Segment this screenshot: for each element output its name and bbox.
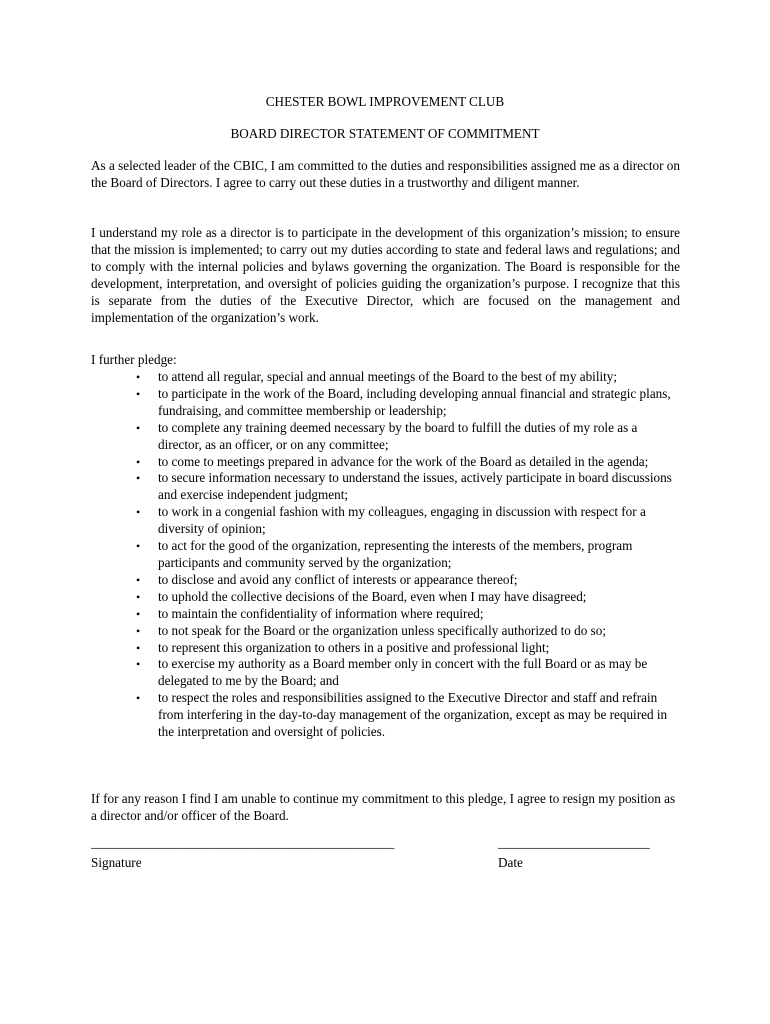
pledge-item (136, 622, 680, 640)
pledge-item (136, 419, 680, 454)
date-label: Date (498, 855, 523, 870)
pledge-text: to disclose and avoid any conflict of interests or appearance thereof; (158, 571, 518, 587)
bullet-icon: • (136, 386, 141, 401)
pledge-item (136, 538, 680, 572)
intro-paragraph: As a selected leader of the CBIC, I am committed to the duties and responsibilities assigned me as a director on the Board of Directors. I agree to carry out these duties in a trustworthy and diligent manner. (91, 158, 680, 190)
closing-paragraph: If for any reason I find I am unable to continue my commitment to this pledge, I agree to resign my position as a director and/or officer of the Board. (91, 791, 676, 823)
pledge-text: to work in a congenial fashion with my colleagues, engaging in discussion with respect for a diversity of opinion; (158, 504, 646, 537)
pledge-text: to complete any training deemed necessary by the board to fulfill the duties of my role as a director, as an officer, or on any committee; (158, 419, 638, 452)
date-line: _______________________ (498, 835, 650, 850)
pledge-intro: I further pledge: (91, 352, 177, 367)
pledge-item (136, 470, 680, 504)
pledge-item (136, 639, 680, 657)
bullet-icon: • (136, 539, 141, 554)
signature-line: ______________________________________________ (91, 835, 395, 850)
pledge-text: to attend all regular, special and annual meetings of the Board to the best of my ability; (158, 369, 618, 384)
pledge-item (136, 571, 680, 589)
document-subtitle: BOARD DIRECTOR STATEMENT OF COMMITMENT (230, 126, 540, 141)
pledge-item (136, 605, 680, 623)
pledge-list (136, 369, 680, 741)
role-paragraph: I understand my role as a director is to participate in the development of this organization’s mission; to ensure that the mission is implemented; to carry out my duties according to state and federal laws and regulations; and to comply with the internal policies and bylaws governing the organization. The Board is responsible for the development, interpretation, and oversight of policies guiding the organization’s purpose. I recognize that this is separate from the duties of the Executive Director, which are focused on the management and implementation of the organization’s work. (91, 225, 680, 325)
bullet-icon: • (136, 623, 141, 638)
pledge-text: to represent this organization to others in a positive and professional light; (158, 639, 550, 655)
pledge-item (136, 369, 680, 386)
bullet-icon: • (136, 471, 141, 486)
bullet-icon: • (136, 606, 141, 621)
pledge-item (136, 690, 680, 741)
pledge-item (136, 385, 680, 420)
pledge-item (136, 588, 680, 606)
bullet-icon: • (136, 420, 141, 435)
bullet-icon: • (136, 454, 141, 469)
pledge-text: to uphold the collective decisions of the Board, even when I may have disagreed; (158, 588, 587, 604)
bullet-icon: • (136, 505, 141, 520)
bullet-icon: • (136, 370, 141, 384)
pledge-text: to maintain the confidentiality of information where required; (158, 605, 484, 621)
bullet-icon: • (136, 640, 141, 655)
bullet-icon: • (136, 657, 141, 672)
bullet-icon: • (136, 691, 141, 706)
document-title: CHESTER BOWL IMPROVEMENT CLUB (265, 94, 505, 109)
pledge-text: to participate in the work of the Board, including developing annual financial and strategic plans, fundraising, and committee membership or leadership; (158, 385, 671, 418)
pledge-text: to act for the good of the organization, representing the interests of the members, program participants and community served by the organization; (158, 538, 633, 570)
pledge-item (136, 453, 680, 471)
pledge-item (136, 656, 680, 690)
bullet-icon: • (136, 589, 141, 604)
bullet-icon: • (136, 572, 141, 587)
pledge-text: to secure information necessary to understand the issues, actively participate in board discussions and exercise independent judgment; (158, 470, 672, 503)
pledge-text: to not speak for the Board or the organization unless specifically authorized to do so; (158, 622, 607, 638)
pledge-text: to come to meetings prepared in advance for the work of the Board as detailed in the agenda; (158, 453, 649, 469)
pledge-text: to exercise my authority as a Board member only in concert with the full Board or as may be delegated to me by the Board; and (158, 656, 648, 689)
pledge-item (136, 504, 680, 538)
pledge-text: to respect the roles and responsibilities assigned to the Executive Director and staff and refrain from interfering in the day-to-day management of the organization, except as may be required in the interpretation and oversight of policies. (158, 690, 668, 740)
signature-label: Signature (91, 855, 142, 870)
